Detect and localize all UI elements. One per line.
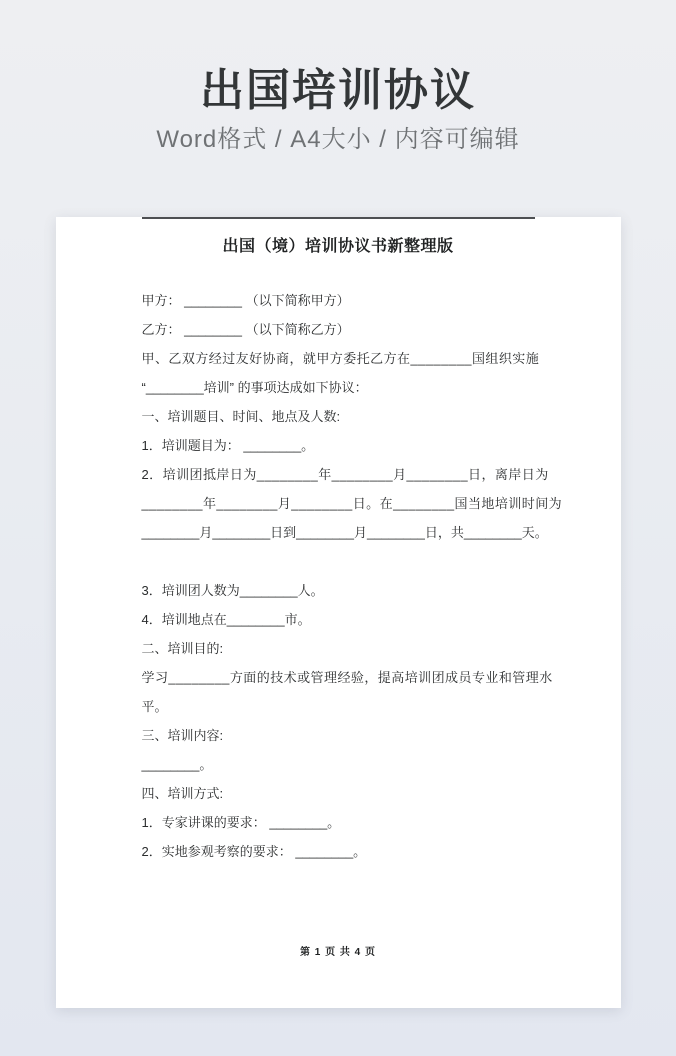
doc-line-party-a: 甲方： ________ （以下简称甲方）: [141, 293, 350, 308]
doc-line-spacer: [142, 547, 535, 576]
doc-line-headcount: 3．培训团人数为________人。: [141, 583, 324, 598]
document-body: [141, 286, 563, 866]
doc-heading-section-1: 一、培训题目、时间、地点及人数:: [141, 409, 341, 424]
doc-line-dates-3: ________月________日到________月________日，共________天。: [141, 525, 548, 540]
doc-line-preamble-1: 甲、乙双方经过友好协商，就甲方委托乙方在________国组织实施: [141, 351, 540, 366]
doc-line-dates-2: ________年________月________日。在________国当地培训时间为: [141, 496, 563, 511]
doc-heading-section-2: 二、培训目的:: [141, 641, 224, 656]
doc-line-purpose-2: 平。: [141, 699, 168, 714]
doc-heading-section-4: 四、培训方式:: [141, 786, 224, 801]
doc-line-content-blank: ________。: [141, 757, 213, 772]
doc-line-purpose-1: 学习________方面的技术或管理经验，提高培训团成员专业和管理水: [141, 670, 553, 685]
document-content: [56, 217, 621, 866]
document-page: [56, 217, 621, 1008]
doc-line-location: 4．培训地点在________市。: [141, 612, 311, 627]
preview-subtitle: Word格式 / A4大小 / 内容可编辑: [156, 126, 520, 153]
document-top-rule: [142, 217, 535, 219]
document-title: 出国（境）培训协议书新整理版: [222, 238, 454, 255]
doc-line-lecture-req: 1．专家讲课的要求： ________。: [141, 815, 341, 830]
doc-line-preamble-2: “________培训” 的事项达成如下协议：: [141, 380, 368, 395]
doc-line-party-b: 乙方： ________ （以下简称乙方）: [141, 322, 350, 337]
doc-line-dates-1: 2．培训团抵岸日为________年________月________日，离岸日为: [141, 467, 549, 482]
doc-heading-section-3: 三、培训内容:: [141, 728, 224, 743]
preview-header: [0, 0, 676, 155]
doc-line-visit-req: 2．实地参观考察的要求： ________。: [141, 844, 367, 859]
page-number: 第 1 页 共 4 页: [299, 947, 376, 958]
doc-line-topic: 1．培训题目为： ________。: [141, 438, 315, 453]
preview-title: 出国培训协议: [200, 66, 476, 115]
